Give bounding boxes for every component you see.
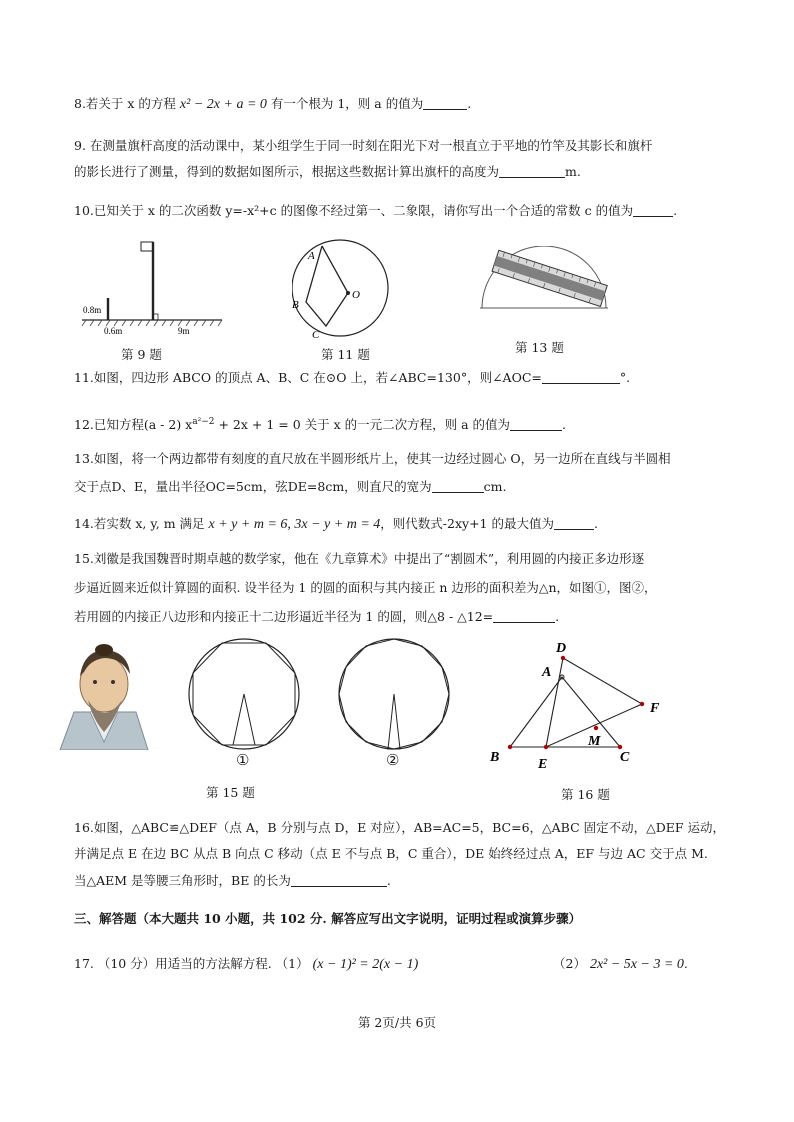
figure-15-label-2: ② (386, 751, 400, 769)
figure-15-label-1: ① (236, 751, 250, 769)
figure-9-caption: 第 9 题 (121, 347, 162, 362)
figure-16-caption: 第 16 题 (561, 787, 610, 802)
figure-16-triangles (484, 636, 674, 770)
figure-15-caption: 第 15 题 (206, 785, 255, 800)
question-10: 10.已知关于 x 的二次函数 y=-x²+c 的图像不经过第一、二象限，请你写出一个合适的常数 c 的值为 . (74, 203, 678, 218)
q14-equation: x + y + m = 6, 3x − y + m = 4 (208, 517, 381, 532)
figure-13-caption: 第 13 题 (515, 340, 564, 355)
answer-blank[interactable] (542, 369, 620, 384)
label-E: E (538, 757, 548, 770)
q17-equation-2: 2x² − 5x − 3 = 0 (589, 957, 684, 972)
question-13-line-2: 交于点D、E，量出半径OC=5cm，弦DE=8cm，则直尺的宽为 cm. (74, 479, 507, 494)
figure-13-ruler (474, 246, 610, 336)
label-D: D (556, 641, 567, 656)
label-O: O (352, 289, 360, 301)
answer-blank[interactable] (432, 478, 484, 493)
q8-text-2: 有一个根为 1，则 a 的值为 (270, 96, 424, 111)
question-16-line-2: 并满足点 E 在边 BC 从点 B 向点 C 移动（点 E 不与点 B，C 重合），DE 始终经过点 A，EF 与边 AC 交于点 M. (74, 846, 708, 861)
liu-hui-portrait (54, 642, 154, 750)
label-B: B (292, 299, 299, 311)
question-14: 14.若实数 x, y, m 满足 x + y + m = 6, 3x − y + m = 4，则代数式-2xy+1 的最大值为 . (74, 516, 598, 532)
question-15-line-3: 若用圆的内接正八边形和内接正十二边形逼近半径为 1 的圆，则△8 - △12= . (74, 609, 560, 624)
answer-blank[interactable] (291, 872, 387, 887)
label-pole-height: 0.8m (83, 305, 102, 315)
label-C: C (620, 750, 630, 765)
question-16-line-1: 16.如图，△ABC≌△DEF（点 A，B 分别与点 D，E 对应），AB=AC=5，BC=6，△ABC 固定不动，△DEF 运动， (74, 820, 726, 835)
question-16-line-3: 当△AEM 是等腰三角形时，BE 的长为 . (74, 873, 391, 888)
question-12: 12.已知方程(a - 2) $x^{a^2-2} + 2x + 1 = 0$ 关于 x 的一元二次方程，则 a 的值为 . (74, 417, 567, 433)
question-8: 8.若关于 x 的方程 x² − 2x + a = 0 有一个根为 1，则 a 的值为 . (74, 96, 472, 112)
answer-blank[interactable] (554, 515, 594, 530)
label-F: F (650, 701, 660, 716)
label-B: B (490, 750, 500, 765)
question-15-line-1: 15.刘徽是我国魏晋时期卓越的数学家，他在《九章算术》中提出了“割圆术”，利用圆的内接正多边形逐 (74, 551, 645, 566)
q8-equation: x² − 2x + a = 0 (179, 97, 267, 112)
label-A: A (542, 665, 552, 680)
question-9-line-2: 的影长进行了测量，得到的数据如图所示，根据这些数据计算出旗杆的高度为 m. (74, 164, 581, 179)
answer-blank[interactable] (423, 95, 467, 110)
label-A: A (308, 250, 315, 262)
page-footer: 第 2页/共 6页 (357, 1015, 437, 1030)
question-13-line-1: 13.如图，将一个两边都带有刻度的直尺放在半圆形纸片上，使其一边经过圆心 O，另一边所在直线与半圆相 (74, 451, 671, 466)
figure-15-dodecagon (336, 637, 452, 751)
answer-blank[interactable] (493, 608, 555, 623)
q17-equation-1: (x − 1)² = 2(x − 1) (312, 957, 419, 972)
label-shadow-2: 9m (178, 326, 190, 336)
question-15-line-2: 步逼近圆来近似计算圆的面积. 设半径为 1 的圆的面积与其内接正 n 边形的面积差为△n，如图①，图②， (74, 580, 657, 595)
label-M: M (588, 734, 601, 749)
question-11: 11.如图，四边形 ABCO 的顶点 A、B、C 在⊙O 上，若∠ABC=130°，则∠AOC= °. (74, 370, 631, 385)
answer-blank[interactable] (510, 416, 562, 431)
question-17-part-2: （2） 2x² − 5x − 3 = 0. (553, 956, 688, 972)
question-9-line-1: 9. 在测量旗杆高度的活动课中，某小组学生于同一时刻在阳光下对一根直立于平地的竹竿及其影长和旗杆 (74, 138, 653, 153)
label-C: C (312, 329, 320, 341)
answer-blank[interactable] (499, 163, 565, 178)
figure-11-caption: 第 11 题 (321, 347, 370, 362)
figure-9-flagpole (80, 236, 230, 336)
label-shadow-1: 0.6m (104, 326, 123, 336)
q8-text: 8.若关于 x 的方程 (74, 96, 176, 111)
figure-11-circle (292, 236, 392, 344)
figure-15-octagon (186, 637, 302, 751)
question-17: 17. （10 分）用适当的方法解方程. （1） (x − 1)² = 2(x − 1) (74, 956, 419, 972)
section-3-heading: 三、解答题（本大题共 10 小题，共 102 分. 解答应写出文字说明，证明过程或演算步骤） (74, 911, 582, 926)
answer-blank[interactable] (633, 202, 673, 217)
